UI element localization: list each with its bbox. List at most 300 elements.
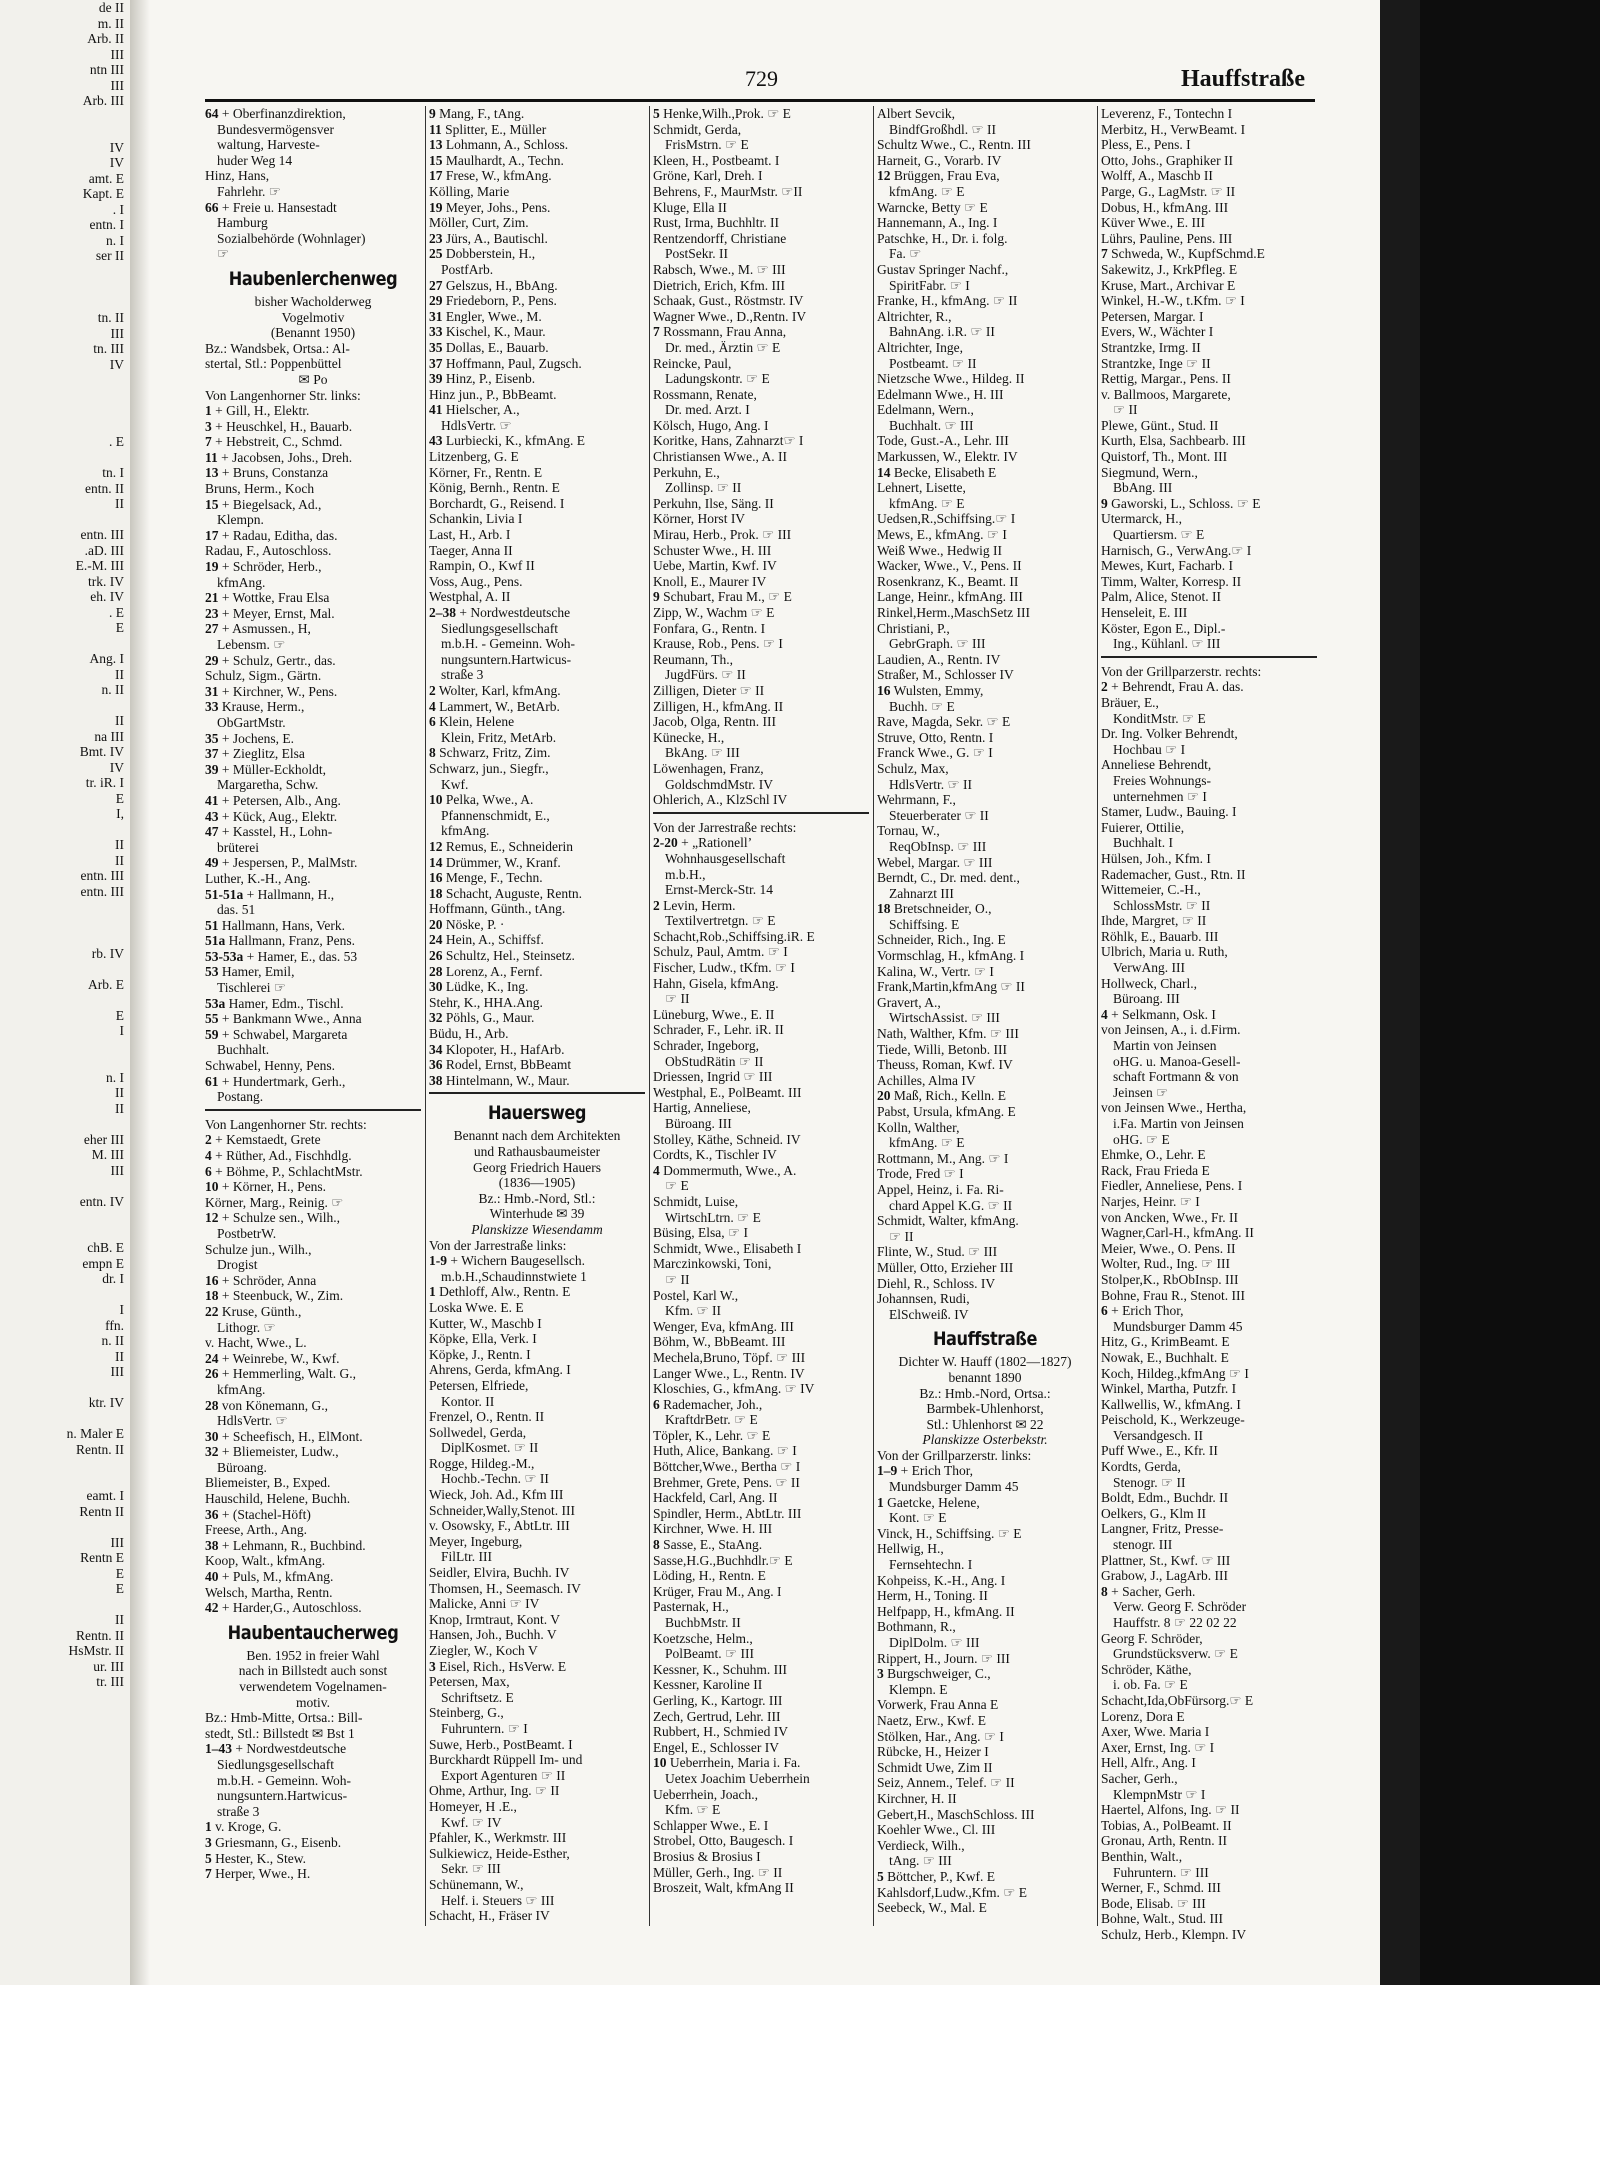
- resident-entry: Schmidt, Luise,: [653, 1193, 739, 1209]
- left-fragment-line: [0, 1519, 130, 1535]
- resident-entry: Wieck, Joh. Ad., Kfm III: [429, 1487, 564, 1503]
- house-number: 17: [429, 168, 443, 184]
- resident-entry: Köster, Egon E., Dipl.-: [1101, 620, 1226, 636]
- left-fragment-line: [0, 899, 130, 915]
- resident-entry: VerwAng. III: [1113, 960, 1185, 976]
- house-number-entry: 5 Hester, K., Stew.: [205, 1850, 306, 1866]
- house-number: 14: [877, 464, 891, 480]
- resident-entry: tAng. ☞ III: [889, 1853, 952, 1869]
- resident-entry: Axer, Ernst, Ing. ☞ I: [1101, 1739, 1215, 1755]
- house-number: 5: [205, 1850, 212, 1866]
- resident-entry: Mewes, Kurt, Facharb. I: [1101, 558, 1233, 574]
- resident-entry: Rogge, Hildeg.-M.,: [429, 1455, 535, 1471]
- column-divider: [425, 106, 426, 1926]
- house-number: 1: [205, 1819, 212, 1835]
- resident-entry: Knop, Irmtraut, Kont. V: [429, 1611, 560, 1627]
- house-number: 36: [429, 1057, 443, 1073]
- resident-entry: Strobel, Otto, Baugesch. I: [653, 1833, 794, 1849]
- resident-entry: Anneliese Behrendt,: [1101, 757, 1212, 773]
- resident-entry: Mundsburger Damm 45: [1113, 1318, 1243, 1334]
- left-fragment-line: empn E: [82, 1255, 124, 1271]
- house-number-entry: 7 Herper, Wwe., H.: [205, 1866, 311, 1882]
- left-fragment-line: na III: [94, 728, 124, 744]
- house-number-entry: 6 + Böhme, P., SchlachtMstr.: [205, 1163, 363, 1179]
- house-number-entry: 5 Böttcher, P., Kwf. E: [877, 1868, 995, 1884]
- resident-entry: kfmAng.: [441, 823, 490, 839]
- resident-entry: kfmAng.: [217, 574, 266, 590]
- resident-entry: brüterei: [217, 839, 259, 855]
- resident-entry: Kahlsdorf,Ludw.,Kfm. ☞ E: [877, 1884, 1027, 1900]
- left-fragment-line: [0, 1597, 130, 1613]
- house-number: 53a: [205, 995, 226, 1011]
- resident-entry: Fiedler, Anneliese, Pens. I: [1101, 1178, 1243, 1194]
- left-fragment-line: [0, 822, 130, 838]
- street-heading: Haubenlerchenweg: [228, 267, 398, 290]
- resident-entry: stedt, Stl.: Billstedt ✉ Bst 1: [205, 1725, 355, 1741]
- resident-entry: Versandgesch. II: [1113, 1427, 1203, 1443]
- resident-entry: stenogr. III: [1113, 1537, 1173, 1553]
- resident-entry: PostbetrW.: [217, 1225, 277, 1241]
- left-fragment-line: chB. E: [87, 1240, 124, 1255]
- house-number: 4: [205, 1148, 212, 1163]
- left-page-fragment: [0, 0, 134, 1985]
- resident-entry: Büroang. III: [1113, 991, 1180, 1007]
- left-fragment-line: n. II: [101, 682, 124, 697]
- house-number: 33: [429, 324, 443, 340]
- resident-entry: Luther, K.-H., Ang.: [205, 870, 311, 886]
- left-fragment-line: n. I: [106, 1069, 124, 1085]
- house-number-entry: 41 Hielscher, A.,: [429, 402, 520, 418]
- house-number: 21: [205, 590, 219, 606]
- resident-entry: Krause, Rob., Pens. ☞ I: [653, 636, 783, 652]
- house-number-entry: 8 Schwarz, Fritz, Zim.: [429, 745, 551, 761]
- resident-entry: Kessner, K., Schuhm. III: [653, 1661, 788, 1677]
- resident-entry: Cordts, K., Tischler IV: [653, 1147, 777, 1163]
- house-number: 13: [429, 137, 443, 153]
- resident-entry: Merbitz, H., VerwBeamt. I: [1101, 121, 1246, 137]
- house-number: 22: [205, 1303, 219, 1319]
- house-number: 61: [205, 1073, 219, 1089]
- resident-entry: Fuhruntern. ☞ I: [441, 1720, 528, 1736]
- resident-entry: ☞ II: [665, 991, 690, 1007]
- house-number: 16: [877, 682, 891, 698]
- resident-entry: Seidler, Elvira, Buchh. IV: [429, 1565, 570, 1581]
- resident-entry: Seiz, Annem., Telef. ☞ II: [877, 1775, 1015, 1791]
- resident-entry: Köpke, Ella, Verk. I: [429, 1331, 537, 1347]
- resident-entry: Wacker, Wwe., V., Pens. II: [877, 558, 1022, 574]
- resident-entry: Von der Grillparzerstr. rechts:: [1101, 663, 1262, 679]
- resident-entry: Nietzsche Wwe., Hildeg. II: [877, 371, 1025, 387]
- resident-entry: Marczinkowski, Toni,: [653, 1256, 772, 1272]
- house-number: 5: [653, 106, 660, 121]
- resident-entry: Kfm. ☞ E: [665, 1802, 721, 1818]
- resident-entry: Freese, Arth., Ang.: [205, 1522, 307, 1538]
- resident-entry: Langner, Fritz, Presse-: [1101, 1521, 1224, 1537]
- house-number-entry: 7 Rossmann, Frau Anna,: [653, 324, 787, 340]
- resident-entry: Petersen, Margar. I: [1101, 308, 1204, 324]
- resident-entry: Reumann, Th.,: [653, 651, 733, 667]
- house-number-entry: 14 Becke, Elisabeth E: [877, 464, 997, 480]
- resident-entry: Rübcke, H., Heizer I: [877, 1744, 989, 1760]
- house-number: 10: [205, 1179, 219, 1195]
- resident-entry: FilLtr. III: [441, 1549, 492, 1565]
- resident-entry: Verw. Georg F. Schröder: [1113, 1599, 1247, 1615]
- left-fragment-line: II: [115, 1612, 124, 1627]
- resident-entry: Seebeck, W., Mal. E: [877, 1900, 987, 1916]
- resident-entry: Straßer, M., Schlosser IV: [877, 667, 1014, 683]
- house-number-entry: 33 Krause, Herm.,: [205, 699, 305, 715]
- resident-entry: Kirchner, H. II: [877, 1790, 957, 1806]
- house-number: 3: [205, 418, 212, 434]
- resident-entry: Werner, F., Schmd. III: [1101, 1880, 1221, 1896]
- resident-entry: Zilligen, Dieter ☞ II: [653, 682, 765, 698]
- resident-entry: Buchhalt.: [217, 1042, 270, 1058]
- house-number-entry: 20 Nöske, P. ·: [429, 916, 505, 932]
- resident-entry: Bohne, Walt., Stud. III: [1101, 1911, 1224, 1927]
- left-fragment-line: HsMstr. II: [68, 1643, 124, 1658]
- resident-entry: Achilles, Alma IV: [877, 1072, 976, 1088]
- resident-entry: Von Langenhorner Str. rechts:: [205, 1116, 367, 1132]
- house-number-entry: 11 Splitter, E., Müller: [429, 121, 547, 137]
- left-fragment-line: [0, 992, 130, 1008]
- resident-entry: kfmAng. ☞ E: [889, 495, 965, 511]
- house-number-entry: 4 + Rüther, Ad., Fischhdlg.: [205, 1148, 352, 1163]
- house-number-entry: 30 Lüdke, K., Ing.: [429, 979, 529, 995]
- house-number: 38: [429, 1072, 443, 1088]
- resident-entry: ☞ II: [889, 1228, 914, 1244]
- house-number: 30: [429, 979, 443, 995]
- house-number: 66: [205, 199, 219, 215]
- resident-entry: Rademacher, Gust., Rtn. II: [1101, 866, 1246, 882]
- resident-entry: HdlsVertr. ☞: [441, 417, 512, 433]
- left-fragment-line: II: [115, 837, 124, 852]
- resident-entry: Kruse, Mart., Archivar E: [1101, 277, 1236, 293]
- house-number: 10: [653, 1755, 667, 1771]
- house-number: 39: [205, 761, 219, 777]
- left-fragment-line: [0, 1380, 130, 1396]
- resident-entry: Tobias, A., PolBeamt. II: [1101, 1817, 1232, 1833]
- resident-entry: Kirchner, Wwe. H. III: [653, 1521, 773, 1537]
- resident-entry: Lehnert, Lisette,: [877, 480, 966, 496]
- resident-entry: Schacht,Ida,ObFürsorg.☞ E: [1101, 1692, 1254, 1708]
- left-fragment-line: [0, 636, 130, 652]
- resident-entry: Gerling, K., Kartogr. III: [653, 1692, 783, 1708]
- resident-entry: ElSchweiß. IV: [889, 1306, 969, 1322]
- column-2: [429, 106, 645, 1946]
- left-fragment-line: Rentn E: [80, 1550, 124, 1565]
- resident-entry: Ulbrich, Maria u. Ruth,: [1101, 944, 1228, 960]
- resident-entry: Uetex Joachim Ueberrhein: [665, 1770, 810, 1786]
- left-fragment-line: [0, 1209, 130, 1225]
- house-number-entry: 1 + Gill, H., Elektr.: [205, 403, 310, 419]
- resident-entry: Schünemann, W.,: [429, 1876, 524, 1892]
- left-fragment-line: IV: [109, 759, 124, 775]
- left-fragment-line: Rentn. II: [76, 1627, 124, 1643]
- house-number-entry: 35 Dollas, E., Bauarb.: [429, 339, 549, 355]
- house-number-entry: 14 Drümmer, W., Kranf.: [429, 854, 561, 870]
- left-fragment-line: III: [110, 1364, 124, 1379]
- house-number: 31: [429, 308, 443, 324]
- resident-entry: Martin von Jeinsen: [1113, 1038, 1217, 1054]
- resident-entry: DiplKosmet. ☞ II: [441, 1440, 539, 1456]
- resident-entry: Christiansen Wwe., A. II: [653, 449, 787, 465]
- house-number-entry: 1–43 + Nordwestdeutsche: [205, 1741, 347, 1757]
- resident-entry: Rottmann, M., Ang. ☞ I: [877, 1150, 1009, 1166]
- house-number-entry: 24 + Weinrebe, W., Kwf.: [205, 1350, 340, 1366]
- resident-entry: Drogist: [217, 1257, 258, 1273]
- resident-entry: Fuierer, Ottilie,: [1101, 819, 1185, 835]
- house-number-entry: 3 Eisel, Rich., HsVerw. E: [429, 1658, 567, 1674]
- left-fragment-line: E: [115, 1007, 124, 1023]
- resident-entry: verwendetem Vogelnamen-: [239, 1679, 387, 1694]
- house-number: 37: [429, 355, 443, 371]
- house-number: 51: [205, 917, 219, 933]
- resident-entry: Koch, Hildeg.,kfmAng ☞ I: [1101, 1365, 1249, 1381]
- house-number: 32: [429, 1010, 443, 1026]
- resident-entry: Margaretha, Schw.: [217, 777, 319, 793]
- left-fragment-line: . E: [109, 604, 124, 620]
- resident-entry: Plattner, St., Kwf. ☞ III: [1101, 1552, 1231, 1568]
- resident-entry: nungsuntern.Hartwicus-: [217, 1788, 348, 1804]
- resident-entry: Winterhude ✉ 39: [489, 1206, 585, 1222]
- resident-entry: Schuster Wwe., H. III: [653, 542, 772, 558]
- house-number: 10: [429, 792, 443, 808]
- resident-entry: Hinz jun., P., BbBeamt.: [429, 386, 557, 402]
- resident-entry: Wolter, Rud., Ing. ☞ III: [1101, 1256, 1230, 1272]
- resident-entry: BkAng. ☞ III: [665, 745, 740, 761]
- resident-entry: Ohme, Arthur, Ing. ☞ II: [429, 1783, 560, 1799]
- resident-entry: Lorenz, Dora E: [1101, 1708, 1185, 1724]
- left-fragment-line: IV: [109, 356, 124, 372]
- resident-entry: Berndt, C., Dr. med. dent.,: [877, 870, 1020, 886]
- resident-entry: bisher Wacholderweg: [254, 293, 372, 309]
- house-number-entry: 40 + Puls, M., kfmAng.: [205, 1569, 334, 1585]
- resident-entry: Franck Wwe., G. ☞ I: [877, 745, 993, 761]
- resident-entry: Ohlerich, A., KlzSchl IV: [653, 792, 788, 808]
- section-divider: [1101, 656, 1317, 658]
- house-number: 27: [429, 277, 443, 293]
- running-headword: Hauffstraße: [1181, 66, 1305, 92]
- left-fragment-line: entn. IV: [79, 1193, 124, 1209]
- left-fragment-line: entn. II: [85, 480, 124, 496]
- resident-entry: Zech, Gertrud, Lehr. III: [653, 1708, 781, 1724]
- resident-entry: Vinck, H., Schiffsing. ☞ E: [877, 1525, 1022, 1541]
- house-number: 34: [429, 1041, 443, 1057]
- resident-entry: Bliemeister, B., Exped.: [205, 1475, 331, 1491]
- resident-entry: Dichter W. Hauff (1802—1827): [898, 1354, 1072, 1370]
- resident-entry: Müller, Gerh., Ing. ☞ II: [653, 1864, 783, 1880]
- left-fragment-line: tr. iR. I: [85, 775, 124, 790]
- resident-entry: Tornau, W.,: [877, 823, 940, 839]
- house-number: 53-53a: [205, 948, 244, 964]
- resident-entry: ☞: [217, 246, 230, 262]
- house-number: 17: [205, 527, 219, 543]
- house-number-entry: 30 + Scheefisch, H., ElMont.: [205, 1428, 363, 1444]
- resident-entry: Koritke, Hans, Zahnarzt☞ I: [653, 433, 804, 449]
- left-fragment-line: tn. III: [93, 341, 124, 356]
- left-fragment-line: n. II: [101, 1333, 124, 1348]
- resident-entry: Ben. 1952 in freier Wahl: [246, 1647, 380, 1663]
- house-number-entry: 12 Brüggen, Frau Eva,: [877, 168, 1000, 184]
- resident-entry: BbAng. III: [1113, 480, 1173, 496]
- house-number: 5: [877, 1868, 884, 1884]
- house-number: 8: [1101, 1583, 1108, 1599]
- resident-entry: Narjes, Heinr. ☞ I: [1101, 1193, 1200, 1209]
- resident-entry: v. Hacht, Wwe., L.: [205, 1335, 307, 1351]
- house-number: 41: [429, 402, 443, 418]
- house-number-entry: 29 + Schulz, Gertr., das.: [205, 652, 336, 668]
- house-number-entry: 16 + Schröder, Anna: [205, 1272, 317, 1288]
- resident-entry: Lange, Heinr., kfmAng. III: [877, 589, 1023, 605]
- left-fragment-line: II: [115, 1100, 124, 1116]
- house-number-entry: 15 + Biegelsack, Ad.,: [205, 496, 322, 512]
- house-number-entry: 2-20 + „Rationell’: [653, 835, 753, 851]
- house-number-entry: 18 Bretschneider, O.,: [877, 901, 992, 917]
- resident-entry: Johannsen, Rudi,: [877, 1291, 970, 1307]
- house-number: 18: [877, 901, 891, 917]
- house-number-entry: 2 Levin, Herm.: [653, 897, 736, 913]
- resident-entry: Fischer, Ludw., tKfm. ☞ I: [653, 960, 795, 976]
- house-number-entry: 61 + Hundertmark, Gerh.,: [205, 1073, 346, 1089]
- house-number: 23: [205, 605, 219, 621]
- resident-entry: Hansen, Joh., Buchh. V: [429, 1627, 557, 1643]
- left-fragment-line: IV: [109, 139, 124, 155]
- house-number-entry: 39 Hinz, P., Eisenb.: [429, 371, 536, 387]
- resident-entry: Voss, Aug., Pens.: [429, 573, 523, 589]
- resident-entry: Wehrmann, F.,: [877, 792, 956, 808]
- house-number: 6: [653, 1396, 660, 1412]
- house-number-entry: 41 + Petersen, Alb., Ang.: [205, 792, 341, 808]
- resident-entry: Oelkers, G., Klm II: [1101, 1505, 1206, 1521]
- house-number: 4: [429, 698, 436, 714]
- house-number-entry: 12 + Schulze sen., Wilh.,: [205, 1210, 341, 1226]
- house-number: 1-9: [429, 1253, 447, 1269]
- resident-entry: Petersen, Max,: [429, 1674, 510, 1690]
- left-fragment-line: ur. III: [93, 1658, 124, 1674]
- resident-entry: Ahrens, Gerda, kfmAng. I: [429, 1362, 571, 1378]
- resident-entry: oHG. u. Manoa-Gesell-: [1113, 1053, 1241, 1069]
- house-number: 7: [205, 434, 212, 450]
- resident-entry: m.b.H. - Gemeinn. Woh-: [217, 1772, 352, 1788]
- resident-entry: Frank,Martin,kfmAng ☞ II: [877, 979, 1025, 995]
- resident-entry: Koehler Wwe., Cl. III: [877, 1822, 996, 1838]
- resident-entry: Hell, Alfr., Ang. I: [1101, 1755, 1196, 1771]
- left-fragment-line: . E: [109, 434, 124, 449]
- house-number-entry: 3 + Heuschkel, H., Bauarb.: [205, 418, 353, 434]
- resident-entry: Kölsch, Hugo, Ang. I: [653, 417, 769, 433]
- left-fragment-line: ser II: [95, 248, 124, 263]
- house-number-entry: 42 + Harder,G., Autoschloss.: [205, 1600, 362, 1616]
- resident-entry: Zahnarzt III: [889, 885, 954, 901]
- house-number: 53: [205, 964, 219, 980]
- resident-entry: Tode, Gust.-A., Lehr. III: [877, 433, 1009, 449]
- house-number-entry: 26 + Hemmerling, Walt. G.,: [205, 1366, 357, 1382]
- left-fragment-line: eh. IV: [90, 589, 124, 604]
- resident-entry: Kontor. II: [441, 1393, 495, 1409]
- resident-entry: Buchh. ☞ E: [889, 698, 955, 714]
- resident-entry: KonditMstr. ☞ E: [1113, 710, 1206, 726]
- house-number: 14: [429, 854, 443, 870]
- street-heading: Haubentaucherweg: [227, 1621, 399, 1644]
- resident-entry: Künecke, H.,: [653, 729, 725, 745]
- house-number: 7: [653, 324, 660, 340]
- resident-entry: Rabsch, Wwe., M. ☞ III: [653, 261, 786, 277]
- resident-entry: BahnAng. i.R. ☞ II: [889, 324, 995, 340]
- house-number-entry: 1 Dethloff, Alw., Rentn. E: [429, 1284, 571, 1300]
- left-fragment-line: trk. IV: [88, 573, 124, 589]
- resident-entry: Utermarck, H.,: [1101, 511, 1182, 527]
- house-number: 31: [205, 683, 219, 699]
- left-fragment-line: I: [119, 1023, 124, 1038]
- left-fragment-line: [0, 403, 130, 419]
- resident-entry: benannt 1890: [948, 1369, 1022, 1385]
- left-fragment-line: [0, 372, 130, 388]
- resident-entry: Thomsen, H., Seemasch. IV: [429, 1580, 581, 1596]
- resident-entry: Von der Jarrestraße rechts:: [653, 819, 797, 835]
- resident-entry: KlempnMstr ☞ I: [1113, 1786, 1206, 1802]
- resident-entry: Schulze jun., Wilh.,: [205, 1241, 312, 1257]
- resident-entry: Grabow, J., LagArb. III: [1101, 1568, 1228, 1584]
- resident-entry: Struve, Otto, Rentn. I: [877, 729, 994, 745]
- house-number-entry: 36 + (Stachel-Höft): [205, 1506, 311, 1522]
- resident-entry: Postbeamt. ☞ II: [889, 355, 977, 371]
- resident-entry: Gustav Springer Nachf.,: [877, 261, 1009, 277]
- left-fragment-line: E: [115, 790, 124, 806]
- column-1: [205, 106, 421, 1946]
- resident-entry: Dietrich, Erich, Kfm. III: [653, 277, 785, 293]
- resident-entry: i. ob. Fa. ☞ E: [1113, 1677, 1188, 1693]
- resident-entry: Quartiersm. ☞ E: [1113, 527, 1205, 543]
- house-number: 27: [205, 621, 219, 637]
- house-number-entry: 1 Gaetcke, Helene,: [877, 1494, 980, 1510]
- resident-entry: Kessner, Karoline II: [653, 1677, 763, 1693]
- resident-entry: Gronau, Arth, Rentn. II: [1101, 1833, 1227, 1849]
- house-number-entry: 37 + Zieglitz, Elsa: [205, 746, 305, 762]
- left-fragment-line: III: [110, 77, 124, 93]
- resident-entry: Textilvertretgn. ☞ E: [665, 913, 776, 929]
- resident-entry: Sulkiewicz, Heide-Esther,: [429, 1845, 570, 1861]
- left-fragment-line: I: [119, 1302, 124, 1317]
- left-fragment-line: ktr. IV: [88, 1395, 124, 1410]
- house-number-entry: 18 + Steenbuck, W., Zim.: [205, 1288, 344, 1304]
- house-number: 8: [429, 745, 436, 761]
- house-number-entry: 11 + Jacobsen, Johs., Dreh.: [205, 449, 353, 465]
- house-number-entry: 10 Pelka, Wwe., A.: [429, 792, 534, 808]
- resident-entry: HdlsVertr. ☞: [217, 1413, 288, 1429]
- resident-entry: Boldt, Edm., Buchdr. II: [1101, 1490, 1229, 1506]
- house-number: 6: [205, 1163, 212, 1179]
- house-number: 19: [429, 199, 443, 215]
- house-number: 2: [653, 897, 660, 913]
- resident-entry: ReqObInsp. ☞ III: [889, 838, 987, 854]
- resident-entry: Schröder, Käthe,: [1101, 1661, 1192, 1677]
- house-number: 2–38: [429, 605, 456, 620]
- house-number-entry: 2 + Kemstaedt, Grete: [205, 1132, 321, 1148]
- resident-entry: Böttcher,Wwe., Bertha ☞ I: [653, 1459, 801, 1475]
- house-number: 51-51a: [205, 886, 244, 902]
- resident-entry: Weiß Wwe., Hedwig II: [877, 542, 1003, 558]
- resident-entry: DiplDolm. ☞ III: [889, 1635, 980, 1650]
- resident-entry: Radau, F., Autoschloss.: [205, 543, 332, 559]
- resident-entry: Nowak, E., Buchhalt. E: [1101, 1349, 1229, 1365]
- house-number-entry: 8 + Sacher, Gerh.: [1101, 1583, 1196, 1599]
- left-fragment-line: [0, 124, 130, 140]
- left-fragment-line: [0, 388, 130, 404]
- resident-entry: Schulz, Max,: [877, 760, 949, 776]
- resident-entry: Bode, Elisab. ☞ III: [1101, 1895, 1206, 1911]
- resident-entry: Homeyer, H .E.,: [429, 1798, 517, 1814]
- resident-entry: Müller, Otto, Erzieher III: [877, 1259, 1014, 1275]
